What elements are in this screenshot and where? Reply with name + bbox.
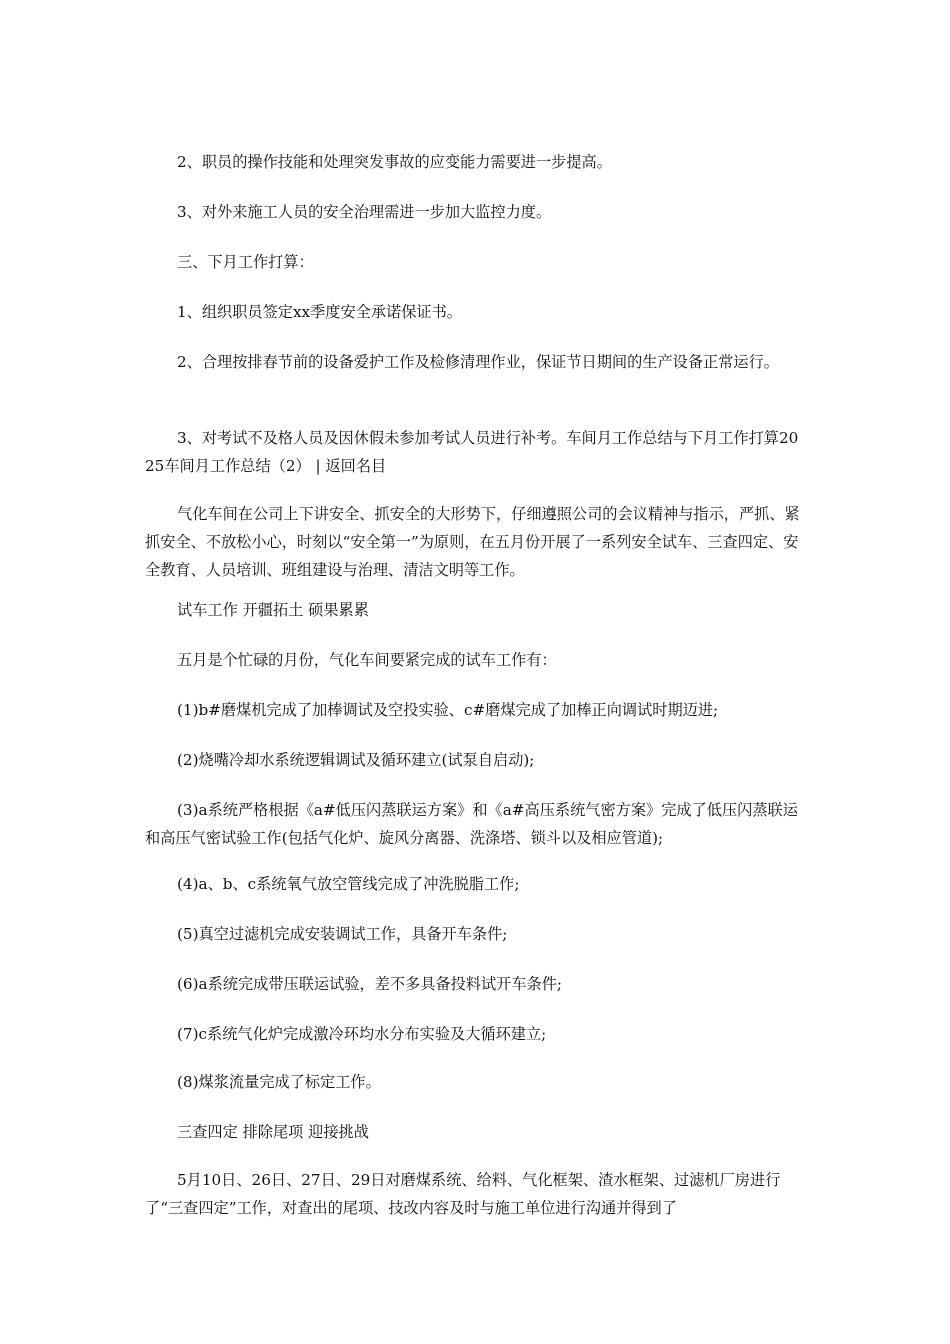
list-item-6: (6)a系统完成带压联运试验，差不多具备投料试开车条件;	[177, 975, 562, 993]
list-item-2: (2)烧嘴冷却水系统逻辑调试及循环建立(试泵自启动);	[177, 751, 535, 769]
list-item-3: (3)a系统严格根据《a#低压闪蒸联运方案》和《a#高压系统气密方案》完成了低压闪蒸联运和高压气密试验工作(包括气化炉、旋风分离器、洗涤塔、锁斗以及相应管道);	[145, 801, 798, 847]
paragraph-inspection-dates: 5月10日、26日、27日、29日对磨煤系统、给料、气化框架、渣水框架、过滤机厂房进行了“三查四定”工作，对查出的尾项、技改内容及时与施工单位进行沟通并得到了	[145, 1171, 781, 1217]
section-heading-next-month-plan: 三、下月工作打算：	[177, 253, 314, 271]
list-item-4: (4)a、b、c系统氧气放空管线完成了冲洗脱脂工作;	[177, 875, 520, 893]
paragraph-may-trials: 五月是个忙碌的月份，气化车间要紧完成的试车工作有：	[177, 651, 557, 669]
paragraph-safety-pledge: 1、组织职员签定xx季度安全承诺保证书。	[177, 303, 462, 321]
paragraph-workshop-intro: 气化车间在公司上下讲安全、抓安全的大形势下，仔细遵照公司的会议精神与指示，严抓、紧抓安全、不放松小心，时刻以“安全第一”为原则，在五月份开展了一系列安全试车、三查四定、安全教育、人员培训、班组建设与治理、清洁文明等工作。	[145, 505, 800, 579]
paragraph-maintenance-plan: 2、合理按排春节前的设备爱护工作及检修清理作业，保证节日期间的生产设备正常运行。	[177, 353, 779, 371]
subheading-three-checks: 三查四定 排除尾项 迎接挑战	[177, 1123, 369, 1141]
subheading-trial-run: 试车工作 开疆拓土 硕果累累	[177, 601, 369, 619]
list-item-1: (1)b#磨煤机完成了加棒调试及空投实验、c#磨煤完成了加棒正向调试时期迈进;	[177, 701, 719, 719]
list-item-7: (7)c系统气化炉完成激冷环均水分布实验及大循环建立;	[177, 1025, 547, 1043]
list-item-8: (8)煤浆流量完成了标定工作。	[177, 1073, 381, 1091]
paragraph-retest-and-title: 3、对考试不及格人员及因休假未参加考试人员进行补考。车间月工作总结与下月工作打算2025车间月工作总结（2） | 返回名目	[145, 429, 799, 475]
paragraph-contractor-safety: 3、对外来施工人员的安全治理需进一步加大监控力度。	[177, 203, 552, 221]
paragraph-improve-skills: 2、职员的操作技能和处理突发事故的应变能力需要进一步提高。	[177, 153, 612, 171]
list-item-5: (5)真空过滤机完成安装调试工作，具备开车条件;	[177, 925, 508, 943]
